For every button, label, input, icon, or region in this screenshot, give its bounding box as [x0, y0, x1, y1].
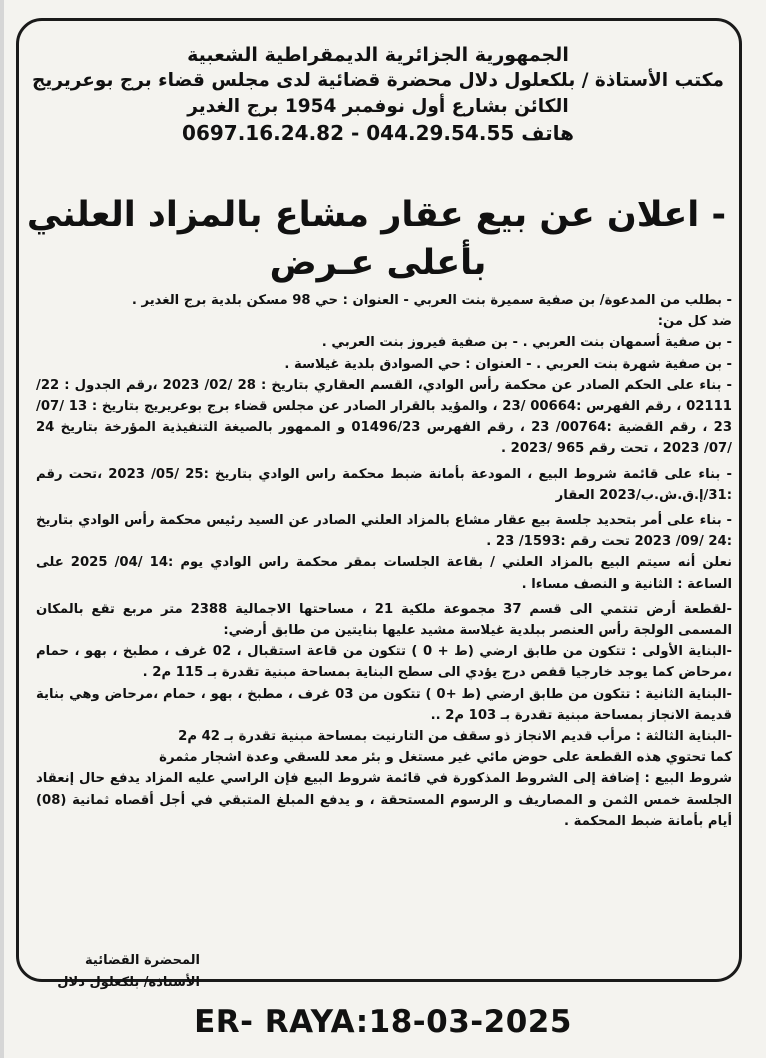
respondents-line-2: - بن صفية شهرة بنت العربي . - العنوان : حي الصوادق بلدية غيلاسة .	[284, 356, 732, 372]
respondents-line-1: - بن صفية أسمهان بنت العربي . - بن صفية فيروز بنت العربي .	[321, 335, 732, 351]
announcement-title: - اعلان عن بيع عقار مشاع بالمزاد العلني	[26, 195, 726, 235]
court-order-paragraph: - بناء على أمر بتحديد جلسة بيع عقار مشاع بالمزاد العلني الصادر عن السيد رئيس محكمة رأس الوادي بتاريخ :24 /09/ 2023 تحت رقم :1593/ 23 .	[36, 513, 732, 550]
signature-name: الأستاذة/ بلكعلول دلال	[57, 975, 200, 990]
announcement-subtitle: بأعلى عـرض	[269, 243, 487, 283]
signature-title: المحضرة القضائية	[85, 953, 200, 968]
page-edge	[0, 0, 4, 1058]
newspaper-date-footer: ER- RAYA:18-03-2025	[194, 1004, 572, 1040]
signature-block	[40, 950, 200, 994]
sale-terms-paragraph: شروط البيع : إضافة إلى الشروط المذكورة في قائمة شروط البيع فإن الراسي عليه المزاد يدفع حال إنعقاد الجلسة خمس الثمن و المصاريف و الرسوم المستحقة ، و يدفع المبلغ المتبقي في أجل أقصاه ثمانية (08) أيام بأمانة ضبط المحكمة .	[36, 771, 732, 829]
land-extras-paragraph: كما تحتوي هذه القطعة على حوض مائي غير مستغل و بئر معد للسقي وعدة اشجار مثمرة	[159, 750, 732, 766]
against-label: ضد كل من:	[657, 314, 732, 330]
auction-date-paragraph: نعلن أنه سيتم البيع بالمزاد العلني / بقاعة الجلسات بمقر محكمة راس الوادي يوم :14 /04/ 2025 على الساعة : الثانية و النصف مساءا .	[36, 555, 732, 592]
judgment-paragraph: - بناء على الحكم الصادر عن محكمة رأس الوادي، القسم العقاري بتاريخ : 28 /02/ 2023 ،رقم الجدول : 22/ 02111 ، رقم الفهرس :00664 /23 ، والمؤيد بالقرار الصادر عن مجلس قضاء برج بوعريريج بتاريخ : 13 /07/ 23 ، رقم القضية :00764/ 23 ، رقم الفهرس 01496/23 و الممهور بالصيغة التنفيذية المؤرخة بتاريخ 24 /07/ 2023 ، تحت رقم 965 /2023 .	[36, 377, 733, 457]
header	[30, 42, 726, 146]
building-3-paragraph: -البناية الثالثة : مرأب قديم الانجاز ذو سقف من التارنيت بمساحة مبنية تقدرة بـ 42 م2	[178, 729, 732, 745]
office-name: مكتب الأستاذة / بلكعلول دلال محضرة قضائية لدى مجلس قضاء برج بوعريريج	[32, 70, 724, 91]
office-phone: هاتف 044.29.54.55 - 0697.16.24.82	[182, 121, 574, 145]
office-address: الكائن بشارع أول نوفمبر 1954 برج الغدير	[187, 96, 569, 117]
sale-conditions-paragraph: - بناء على قائمة شروط البيع ، المودعة بأمانة ضبط محكمة راس الوادي بتاريخ :25 /05/ 2023 ،تحت رقم :31/إ.ق.ش.ب/2023 العقار	[36, 466, 732, 503]
land-description-paragraph: -لقطعة أرض تنتمي الى قسم 37 مجموعة ملكية 21 ، مساحتها الاجمالية 2388 متر مربع تقع بالمكان المسمى الولجة رأس العنصر ببلدية غيلاسة مشيد عليها بنايتين من طابق أرضي:	[36, 601, 732, 639]
republic-title: الجمهورية الجزائرية الديمقراطية الشعبية	[187, 44, 569, 66]
building-1-paragraph: -البناية الأولى : تتكون من طابق ارضي (ط + 0 ) تتكون من قاعة استقبال ، 02 غرف ، مطبخ ، بهو ، حمام ،مرحاض كما يوجد خارجيا قفص درج يؤدي الى سطح البناية بمساحة مبنية تقدرة بـ 115 م2 .	[36, 644, 733, 681]
petitioner-paragraph: - بطلب من المدعوة/ بن صفية سميرة بنت العربي - العنوان : حي 98 مسكن بلدية برج الغدير .	[131, 293, 732, 308]
building-2-paragraph: -البناية الثانية : تتكون من طابق ارضي (ط +0 ) تتكون من 03 غرف ، مطبخ ، بهو ، حمام ،مرحاض وهي بناية قديمة الانجاز بمساحة مبنية تقدرة بـ 103 م2 ..	[36, 686, 732, 723]
announcement-body	[36, 290, 732, 832]
